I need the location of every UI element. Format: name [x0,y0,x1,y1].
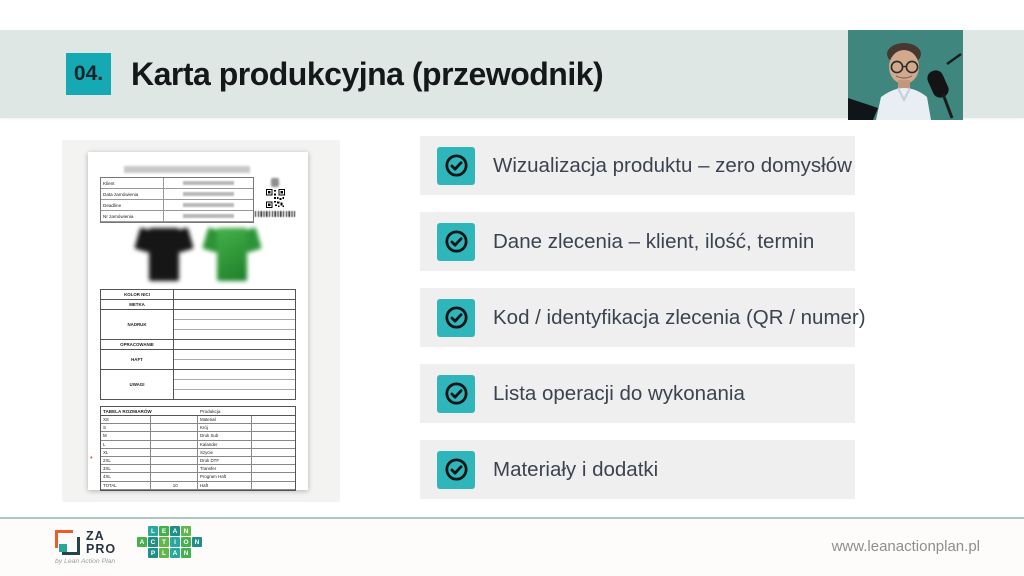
lean-logo-tile: L [148,526,158,536]
order-info-value [164,214,253,218]
zapro-logo-icon [55,530,80,555]
size-cell: 2XL [101,457,151,464]
check-circle-icon [437,147,475,185]
order-info-table [100,177,254,223]
operation-cell: Kalander [198,441,252,448]
presenter-illustration [848,30,963,120]
size-cell: XL [101,449,151,456]
operation-cell: Druk DTF [198,457,252,464]
redacted-value [183,214,235,218]
order-info-value [164,181,253,185]
zapro-byline: by Lean Action Plan [55,558,116,565]
size-cell: L [101,441,151,448]
lean-action-plan-logo [137,526,202,558]
spec-row-label: HAFT [101,350,174,369]
checklist-item [420,288,866,347]
lean-logo-tile: O [181,537,191,547]
size-production-row [101,449,295,457]
checklist-item [420,440,855,499]
order-info-value [164,203,253,207]
lean-logo-tile: A [170,548,180,558]
spec-group [101,350,295,370]
lean-logo-tile: A [170,526,180,536]
production-card-preview [62,140,340,502]
qty-cell: 10 [151,482,198,489]
qty-cell [151,416,198,423]
slide-number-badge: 04. [66,53,111,95]
qty-cell [151,465,198,472]
order-info-value [164,192,253,196]
size-production-row [101,441,295,449]
size-cell: 4XL [101,473,151,480]
qty-cell [151,457,198,464]
blank-cell [252,449,295,456]
red-marker: * [90,456,93,463]
operation-cell: Szycie [198,449,252,456]
size-production-row [101,432,295,440]
spec-row-label: KOLOR NICI [101,290,174,299]
operation-cell: Materiał [198,416,252,423]
production-column-title: Produkcja [200,408,221,414]
operation-cell: Druk Sub [198,432,252,439]
redacted-value [183,203,235,207]
size-production-table [100,406,296,491]
page-title: Karta produkcyjna (przewodnik) [131,55,604,92]
blank-cell [252,424,295,431]
check-circle-icon [437,375,475,413]
check-circle-icon [437,451,475,489]
redacted-company-header [124,166,250,173]
spec-group [101,370,295,399]
size-table-title: TABELA ROZMIARÓW [103,408,152,414]
zapro-logo-text: ZA PRO [86,529,117,556]
order-info-section [100,177,296,223]
barcode [255,211,295,217]
operation-cell: Krój [198,424,252,431]
blank-cell [252,441,295,448]
footer [0,519,1024,576]
redacted-value [183,192,235,196]
order-info-label: Data zamówienia [101,189,164,199]
presenter-webcam [848,30,963,120]
check-circle-icon [437,223,475,261]
lean-logo-tile: T [159,537,169,547]
size-cell: TOTAL [101,482,151,489]
operation-cell: Program Haft [198,473,252,480]
spec-row-label: OPRACOWANIE [101,340,174,349]
product-visuals [100,226,296,284]
spec-group [101,310,295,340]
check-circle-icon [437,299,475,337]
order-info-row [101,178,253,189]
blank-cell [252,473,295,480]
spec-group [101,300,295,310]
green-tshirt-image [204,226,260,284]
blank-cell [252,457,295,464]
checklist-item-label: Dane zlecenia – klient, ilość, termin [493,229,815,253]
checklist-item [420,364,855,423]
production-card-page [88,152,308,490]
size-production-row [101,457,295,465]
spec-group [101,340,295,350]
order-info-row [101,189,253,200]
lean-logo-tile: N [181,526,191,536]
qr-code [266,189,285,208]
lean-logo-row [137,537,202,547]
qty-cell [151,441,198,448]
checklist-item [420,136,855,195]
qty-cell [151,432,198,439]
lean-logo-tile: N [181,548,191,558]
benefits-checklist [420,136,866,499]
qty-cell [151,473,198,480]
zapro-logo [55,530,116,565]
lean-logo-row [148,548,191,558]
size-production-row [101,416,295,424]
black-tshirt-image [136,226,192,284]
lean-logo-tile: C [148,537,158,547]
website-url: www.leanactionplan.pl [831,538,980,555]
lean-logo-tile: E [159,526,169,536]
lean-logo-tile: I [170,537,180,547]
operation-cell: Haft [198,482,252,489]
blank-cell [252,416,295,423]
size-cell: M [101,432,151,439]
company-crest-icon [271,178,279,187]
spec-row-label: METKA [101,300,174,309]
redacted-value [183,181,235,185]
lean-logo-tile: N [192,537,202,547]
blank-cell [252,482,295,489]
size-production-row [101,482,295,490]
size-cell: 3XL [101,465,151,472]
checklist-item [420,212,855,271]
lean-logo-tile: L [159,548,169,558]
qty-cell [151,449,198,456]
order-info-label: Deadline [101,200,164,210]
checklist-item-label: Kod / identyfikacja zlecenia (QR / numer) [493,305,866,329]
qty-cell [151,424,198,431]
size-production-row [101,424,295,432]
spec-row-label: NADRUK [101,310,174,339]
operation-cell: Transfer [198,465,252,472]
checklist-item-label: Lista operacji do wykonania [493,381,745,405]
size-cell: XS [101,416,151,423]
spec-group [101,290,295,300]
size-production-row [101,465,295,473]
order-info-label: Nr zamówienia [101,211,164,221]
checklist-item-label: Wizualizacja produktu – zero domysłów [493,153,852,177]
checklist-item-label: Materiały i dodatki [493,457,659,481]
lean-logo-tile: A [137,537,147,547]
size-production-row [101,473,295,481]
order-info-label: Klient [101,178,164,188]
spec-table [100,289,296,400]
lean-logo-row [148,526,191,536]
order-id-column [254,177,296,223]
spec-row-label: UWAGI [101,370,174,399]
size-table-header [101,407,295,416]
size-cell: S [101,424,151,431]
order-info-row [101,200,253,211]
order-info-row [101,211,253,222]
blank-cell [252,465,295,472]
lean-logo-tile: P [148,548,158,558]
blank-cell [252,432,295,439]
